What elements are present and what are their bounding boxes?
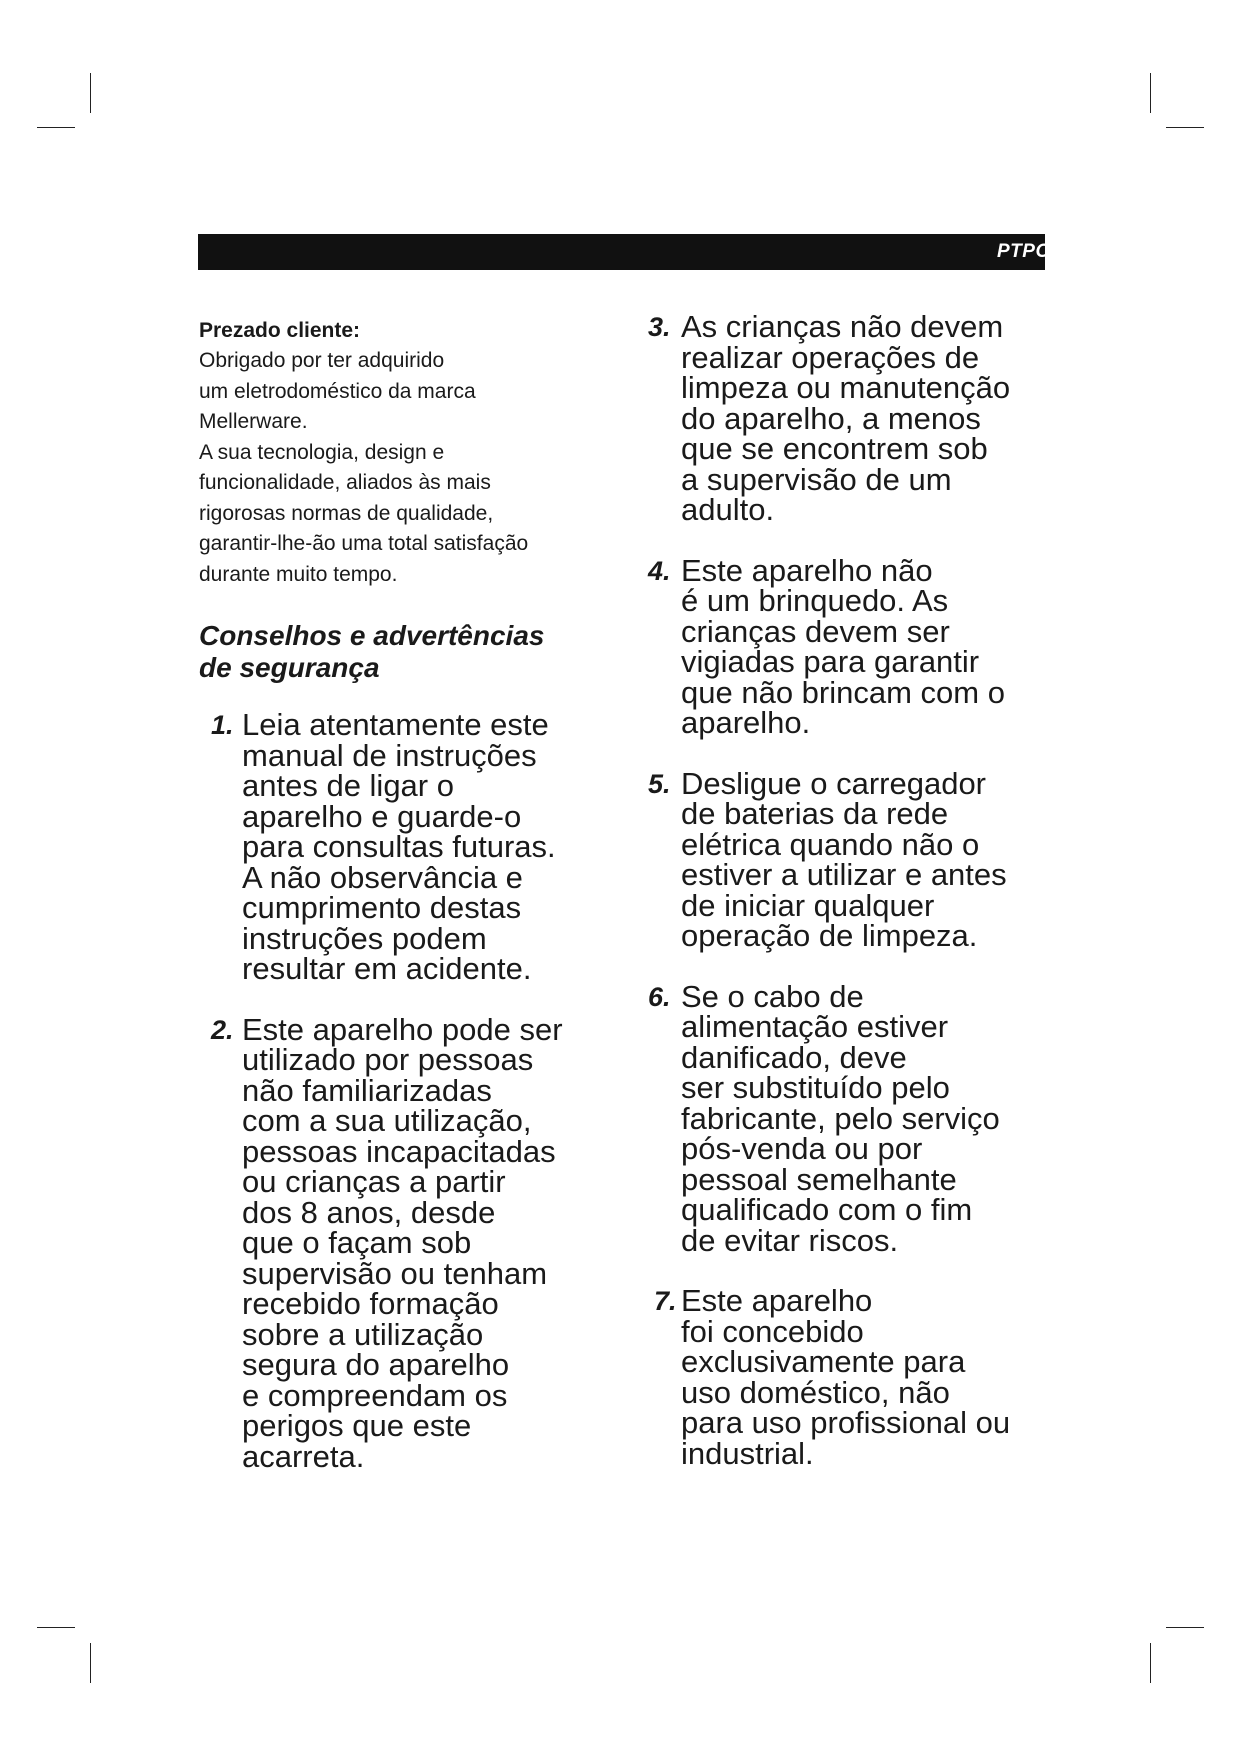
item-line: uso doméstico, não [681, 1374, 950, 1410]
item-line: Este aparelho não [681, 552, 933, 588]
item-line: pessoas incapacitadas [242, 1133, 556, 1169]
item-number: 1. [211, 710, 234, 740]
item-line: do aparelho, a menos [681, 400, 981, 436]
greeting: Prezado cliente: [199, 319, 361, 342]
item-text [681, 309, 1060, 527]
item-line: segura do aparelho [242, 1347, 510, 1382]
item-line: cumprimento destas [242, 890, 522, 925]
item-line: perigos que este [242, 1408, 472, 1443]
item-line: supervisão ou tenham [242, 1255, 548, 1291]
item-line: adulto. [681, 492, 775, 527]
item-line: fabricante, pelo serviço [681, 1100, 1000, 1136]
item-number: 7. [654, 1286, 677, 1316]
crop-mark [1150, 73, 1151, 113]
item-line: instruções podem [242, 920, 487, 956]
safety-item-3 [640, 309, 1060, 527]
item-line: resultar em acidente. [242, 951, 532, 986]
safety-item-5 [640, 765, 1060, 953]
item-line: Se o cabo de [681, 978, 864, 1014]
crop-mark [1166, 127, 1204, 128]
item-text [242, 707, 619, 986]
item-line: que se encontrem sob [681, 431, 988, 466]
item-line: pós-venda ou por [681, 1131, 923, 1166]
item-line: dos 8 anos, desde [242, 1194, 496, 1230]
item-line: de baterias da rede [681, 796, 949, 831]
item-line: ser substituído pelo [681, 1070, 950, 1105]
item-line: Este aparelho pode ser [242, 1011, 563, 1047]
item-line: elétrica quando não o [681, 826, 980, 862]
crop-mark [1150, 1643, 1151, 1683]
item-line: operação de limpeza. [681, 918, 978, 953]
intro-text [199, 346, 619, 590]
section-title [199, 620, 619, 684]
item-text [681, 978, 1060, 1258]
right-column [640, 309, 1060, 1471]
intro-line: funcionalidade, aliados às mais [199, 471, 491, 494]
crop-mark [90, 1643, 91, 1683]
item-line: para consultas futuras. [242, 829, 556, 864]
header-bar [198, 234, 1051, 270]
safety-item-6 [640, 978, 1060, 1258]
item-line: A não observância e [242, 859, 523, 895]
item-text [242, 1011, 619, 1474]
safety-item-7 [640, 1283, 1060, 1471]
intro-line: Mellerware. [199, 410, 308, 433]
item-line: crianças devem ser [681, 613, 950, 649]
item-line: danificado, deve [681, 1039, 907, 1075]
item-line: estiver a utilizar e antes [681, 857, 1007, 892]
item-line: não familiarizadas [242, 1072, 492, 1108]
item-number: 2. [211, 1014, 234, 1045]
item-line: que o façam sob [242, 1225, 472, 1260]
item-line: industrial. [681, 1435, 814, 1471]
intro-line: durante muito tempo. [199, 562, 398, 586]
safety-list-right [640, 309, 1060, 1471]
item-line: exclusivamente para [681, 1344, 966, 1379]
item-line: a supervisão de um [681, 461, 952, 497]
item-text [681, 1283, 1060, 1471]
item-line: Este aparelho [681, 1283, 873, 1318]
intro-line: um eletrodoméstico da marca [199, 379, 476, 403]
item-number: 6. [648, 981, 671, 1012]
intro-line: garantir-lhe-ão uma total satisfação [199, 532, 529, 555]
item-text [681, 765, 1060, 953]
intro-line: Obrigado por ter adquirido [199, 349, 445, 372]
item-line: foi concebido [681, 1313, 864, 1349]
item-number: 4. [648, 555, 671, 586]
item-line: pessoal semelhante [681, 1161, 957, 1197]
left-column [199, 316, 619, 1472]
crop-mark [37, 127, 75, 128]
section-title-line: Conselhos e advertências [199, 620, 545, 651]
item-line: antes de ligar o [242, 768, 454, 803]
item-line: As crianças não devem [681, 309, 1004, 344]
crop-mark [1166, 1627, 1204, 1628]
item-line: de iniciar qualquer [681, 887, 935, 923]
safety-item-1 [199, 707, 619, 986]
item-line: vigiadas para garantir [681, 644, 980, 679]
item-number: 5. [648, 768, 671, 799]
item-line: para uso profissional ou [681, 1405, 1011, 1440]
item-line: com a sua utilização, [242, 1103, 532, 1138]
intro-line: A sua tecnologia, design e [199, 440, 445, 464]
item-line: Desligue o carregador [681, 765, 987, 801]
item-line: realizar operações de [681, 339, 980, 375]
item-line: utilizado por pessoas [242, 1042, 534, 1077]
crop-mark [37, 1627, 75, 1628]
item-line: recebido formação [242, 1286, 499, 1321]
item-text [681, 552, 1060, 740]
crop-mark [90, 73, 91, 113]
item-line: de evitar riscos. [681, 1222, 899, 1258]
item-line: e compreendam os [242, 1377, 508, 1413]
language-code: PTPO [997, 241, 1051, 262]
item-line: limpeza ou manutenção [681, 370, 1011, 405]
safety-item-2 [199, 1011, 619, 1474]
section-title-line: de segurança [199, 652, 380, 683]
item-line: aparelho. [681, 705, 811, 740]
item-line: ou crianças a partir [242, 1164, 506, 1199]
item-line: Leia atentamente este [242, 707, 549, 742]
item-line: que não brincam com o [681, 674, 1005, 710]
safety-item-4 [640, 552, 1060, 740]
safety-list-left [199, 707, 619, 1474]
item-line: acarreta. [242, 1438, 365, 1474]
item-line: qualificado com o fim [681, 1192, 973, 1227]
item-line: é um brinquedo. As [681, 583, 949, 618]
intro-line: rigorosas normas de qualidade, [199, 501, 494, 525]
item-line: alimentação estiver [681, 1009, 949, 1044]
item-line: manual de instruções [242, 737, 537, 773]
item-line: sobre a utilização [242, 1316, 484, 1352]
item-number: 3. [648, 312, 671, 342]
item-line: aparelho e guarde-o [242, 798, 522, 834]
